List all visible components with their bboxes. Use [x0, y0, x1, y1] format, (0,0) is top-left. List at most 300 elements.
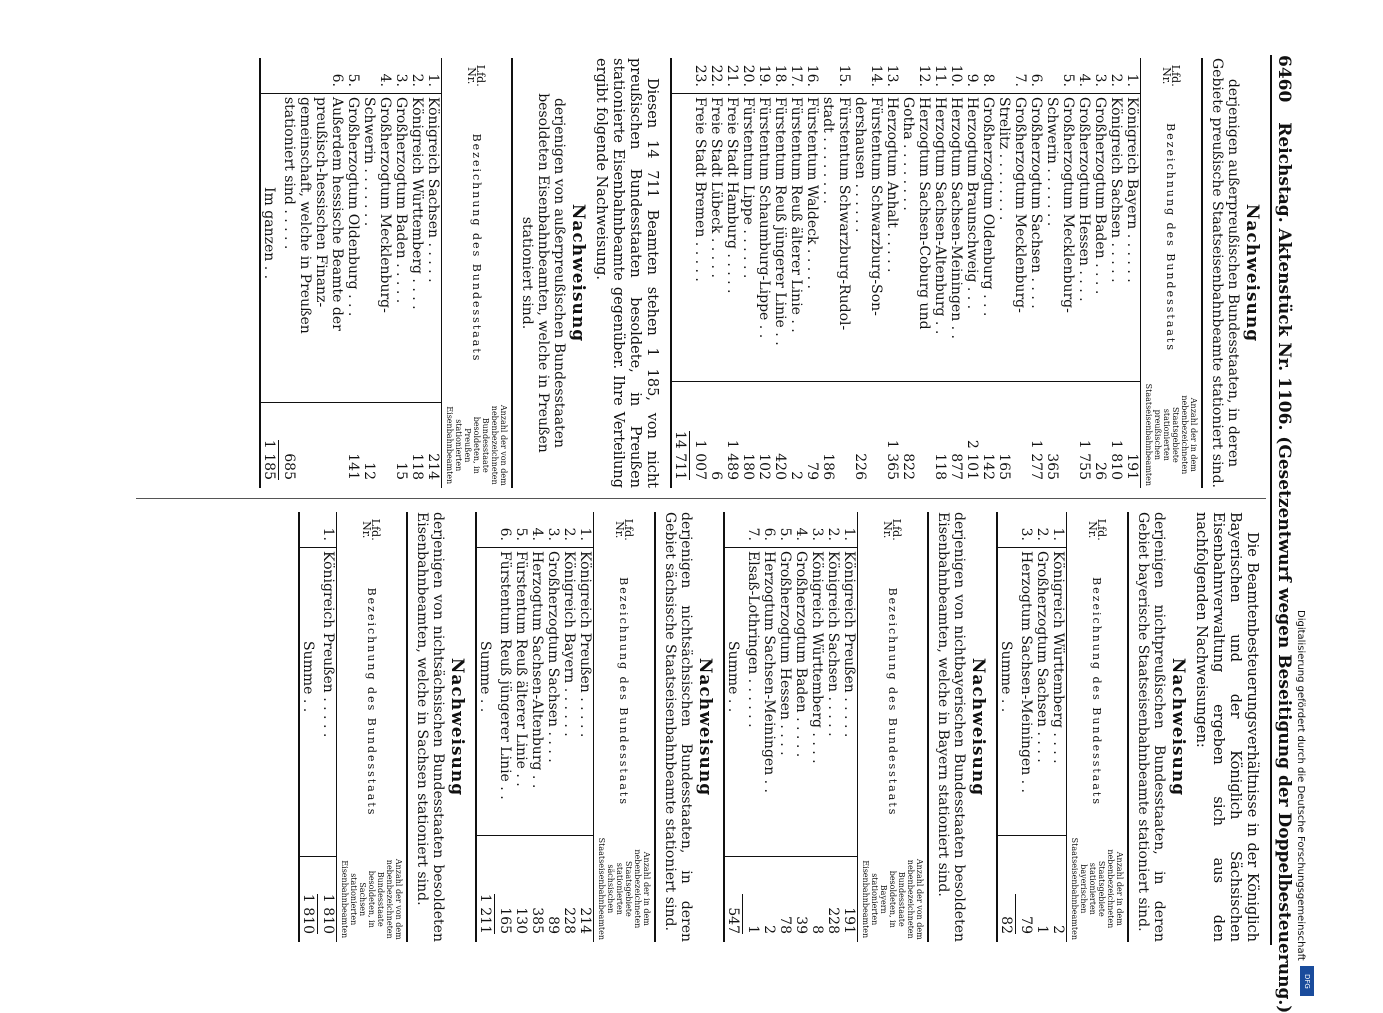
table-foreign-officials-in-saxony	[298, 512, 408, 942]
row-number: 7.	[1012, 73, 1028, 87]
state-name: Großherzogtum Oldenburg . . .	[980, 94, 996, 382]
total-spacer	[671, 58, 692, 94]
official-count: 1 810	[320, 893, 336, 934]
total-spacer	[724, 512, 745, 548]
dfg-logo: DFG	[1300, 966, 1314, 996]
row-number: 2.	[1108, 73, 1124, 87]
table-row	[884, 58, 900, 488]
row-number	[852, 58, 868, 94]
table-row	[425, 58, 442, 488]
state-name: Fürstentum Schwarzburg-Son-	[868, 94, 884, 382]
state-name: Schwerin . . . . . . .	[361, 94, 377, 403]
row-number: 15.	[836, 64, 852, 87]
table-row	[996, 58, 1012, 488]
table-saxon-officials-abroad	[475, 512, 656, 942]
official-count: 1 810	[1108, 439, 1124, 480]
state-name: Fürstentum Reuß jüngerer Linie . .	[497, 548, 513, 836]
table-total-row	[671, 58, 692, 488]
table-row	[756, 58, 772, 488]
official-count: 79	[804, 462, 820, 480]
state-name: Fürstentum Lippe . . . . . .	[740, 94, 756, 382]
official-count: 1 007	[692, 439, 708, 480]
table-row	[1050, 512, 1067, 942]
state-name: Fürstentum Schwarzburg-Rudol-	[836, 94, 852, 382]
state-name: Außerdem hessische Beamte der	[329, 94, 345, 403]
official-count: 165	[497, 907, 513, 934]
state-name: Königreich Sachsen . . . . .	[825, 548, 841, 857]
state-name: Freie Stadt Bremen . . . . .	[692, 94, 708, 382]
row-number: 6.	[329, 73, 345, 87]
header-nr: Lfd. Nr.	[594, 512, 656, 548]
state-name: Freie Stadt Hamburg . . . . .	[724, 94, 740, 382]
row-number: 6.	[761, 527, 777, 541]
row-number	[996, 58, 1012, 94]
official-count: 26	[1092, 462, 1108, 480]
state-name: Großherzogtum Mecklenburg-	[1060, 94, 1076, 382]
state-name: Großherzogtum Sachsen . . . .	[545, 548, 561, 836]
table-row	[836, 58, 852, 488]
header-count: Anzahl der in dem nebenbezeichneten Staatsgebiete stationierten preußischen Staatseisenbahnbeamten	[1141, 382, 1203, 488]
official-count	[1012, 382, 1028, 488]
header-nr: Lfd. Nr.	[337, 512, 408, 548]
official-count: 2 101	[964, 439, 980, 480]
row-number: 9.	[964, 73, 980, 87]
state-name: Königreich Preußen . . . . .	[577, 548, 594, 836]
header-count: Anzahl der in dem nebenbezeichneten Staatsgebiete stationierten bayerischen Staatseisenbahnbeamten	[1067, 836, 1129, 942]
row-number: 11.	[932, 64, 948, 87]
left-column	[249, 58, 1266, 488]
official-count: 165	[996, 453, 1012, 480]
official-count: 1 489	[724, 439, 740, 480]
row-number: 1.	[577, 527, 593, 541]
table-row	[320, 512, 337, 942]
state-name: Königreich Bayern . . . . . .	[561, 548, 577, 836]
total-label-text: Summe . .	[725, 641, 741, 713]
table-row	[1018, 512, 1034, 942]
row-number	[313, 58, 329, 94]
total-label-text: Summe . .	[477, 641, 493, 713]
state-name: Gotha . . . . . . . .	[900, 94, 916, 382]
table-header-row	[1141, 58, 1203, 488]
state-name: Königreich Preußen . . . . .	[320, 548, 337, 857]
row-number: 22.	[708, 64, 724, 87]
state-name: Großherzogtum Hessen . . . .	[777, 548, 793, 857]
table-row	[964, 58, 980, 488]
header-name: Bezeichnung des Bundesstaats	[337, 548, 408, 857]
official-count: 180	[740, 453, 756, 480]
total-label-text: Im ganzen . .	[261, 187, 277, 280]
header-nr: Lfd. Nr.	[442, 58, 513, 94]
table-row	[497, 512, 513, 942]
official-count	[1060, 382, 1076, 488]
table-row	[793, 512, 809, 942]
state-name: Großherzogtum Mecklenburg-	[377, 94, 393, 403]
document-page	[92, 0, 1302, 1013]
table-total-row	[476, 512, 497, 942]
table-row	[329, 58, 345, 488]
official-count: 130	[513, 907, 529, 934]
table-subtitle: derjenigen nichtsächsischen Bundesstaaten, in deren Gebiet sächsische Staatseisenbahnbeamte stationiert sind.	[662, 512, 694, 942]
official-count: 186	[820, 453, 836, 480]
row-number: 3.	[1018, 527, 1034, 541]
digitization-credit: Digitalisierung gefördert durch die Deutsche Forschungsgemeinschaft	[1295, 610, 1306, 961]
table-row	[1012, 58, 1028, 488]
row-number: 2.	[409, 73, 425, 87]
row-number: 1.	[425, 73, 441, 87]
official-count: 2	[788, 471, 804, 480]
row-number: 1.	[1124, 73, 1140, 87]
table-row	[297, 58, 313, 488]
table-row	[513, 512, 529, 942]
table-subtitle: derjenigen von außerpreußischen Bundesstaaten besoldeten Eisenbahnbeamten, welche in Preußen stationiert sind.	[519, 93, 567, 453]
official-count	[313, 403, 329, 489]
total-label	[476, 548, 497, 836]
table-row	[345, 58, 361, 488]
state-name: dershausen . . . . . .	[852, 94, 868, 382]
table-row	[777, 512, 793, 942]
official-count: 385	[529, 907, 545, 934]
row-number	[900, 58, 916, 94]
row-number: 3.	[809, 527, 825, 541]
header-count: Anzahl der in dem nebenbezeichneten Staatsgebiete stationierten sächsischen Staatseisenbahnbeamten	[594, 836, 656, 942]
official-count: 877	[948, 453, 964, 480]
total-value	[724, 857, 745, 943]
table-row	[745, 512, 761, 942]
official-count: 214	[577, 907, 593, 934]
official-count	[868, 382, 884, 488]
table-title: Nachweisung	[568, 203, 588, 343]
state-name: Großherzogtum Sachsen . . . .	[1034, 548, 1050, 836]
table-row	[1034, 512, 1050, 942]
official-count: 39	[793, 916, 809, 934]
total-label	[671, 94, 692, 382]
state-name: Herzogtum Sachsen-Meiningen . .	[948, 94, 964, 382]
state-name: Königreich Württemberg . . . .	[409, 94, 425, 403]
table-row	[281, 58, 297, 488]
state-name: Herzogtum Sachsen-Coburg und	[916, 94, 932, 382]
state-name: Großherzogtum Oldenburg . . .	[345, 94, 361, 403]
running-header	[1270, 55, 1294, 1013]
header-nr: Lfd. Nr.	[858, 512, 929, 548]
table-row	[809, 512, 825, 942]
state-name: Herzogtum Sachsen-Meiningen . .	[1018, 548, 1034, 836]
official-count: 228	[561, 907, 577, 934]
table-subtitle: derjenigen von nichtbayerischen Bundesstaaten besoldeten Eisenbahnbeamten, welche in Bayern stationiert sind.	[935, 512, 967, 942]
state-name: Großherzogtum Mecklenburg-	[1012, 94, 1028, 382]
running-title: Reichstag. Aktenstück Nr. 1106. (Gesetzentwurf wegen Beseitigung der Doppelbesteuerung.)	[1274, 122, 1294, 1013]
official-count: 1	[745, 925, 761, 934]
row-number: 3.	[545, 527, 561, 541]
row-number: 6.	[1028, 73, 1044, 87]
row-number: 23.	[692, 64, 708, 87]
total-label	[260, 94, 281, 403]
official-count: 118	[932, 453, 948, 480]
header-nr: Lfd. Nr.	[1067, 512, 1129, 548]
table-total-row	[299, 512, 320, 942]
state-name: Königreich Bayern . . . . . .	[1124, 94, 1141, 382]
state-name: Großherzogtum Baden . . . . .	[393, 94, 409, 403]
official-count: 2	[1050, 925, 1066, 934]
table-row	[529, 512, 545, 942]
state-name: preußisch-hessischen Finanz-	[313, 94, 329, 403]
state-name: stationiert sind . . . . .	[281, 94, 297, 403]
table-row	[708, 58, 724, 488]
row-number	[361, 58, 377, 94]
table-header-row	[337, 512, 408, 942]
row-number: 3.	[1092, 73, 1108, 87]
row-number: 20.	[740, 64, 756, 87]
table-row	[393, 58, 409, 488]
table-row	[761, 512, 777, 942]
row-number: 13.	[884, 64, 900, 87]
state-name: Großherzogtum Baden . . . . .	[793, 548, 809, 857]
table-row	[804, 58, 820, 488]
table-total-row	[724, 512, 745, 942]
row-number: 2.	[825, 527, 841, 541]
official-count	[377, 403, 393, 489]
state-name: Fürstentum Reuß älterer Linie . .	[788, 94, 804, 382]
table-row	[948, 58, 964, 488]
table-header-row	[442, 58, 513, 488]
official-count: 12	[361, 462, 377, 480]
header-count: Anzahl der von dem nebenbezeichneten Bundesstaate besoldeten, in Preußen stationierten Eisenbahnbeamten	[442, 403, 513, 489]
row-number: 7.	[745, 527, 761, 541]
table-row	[561, 512, 577, 942]
table-bavarian-officials-abroad	[996, 512, 1129, 942]
official-count: 1 365	[884, 439, 900, 480]
total-number: 82	[998, 894, 1016, 934]
state-name: Schwerin . . . . . . .	[1044, 94, 1060, 382]
table-row	[545, 512, 561, 942]
official-count: 228	[825, 907, 841, 934]
table-row	[1076, 58, 1092, 488]
official-count: 365	[1044, 453, 1060, 480]
table-row	[692, 58, 708, 488]
table-row	[772, 58, 788, 488]
table-total-row	[260, 58, 281, 488]
total-value	[299, 857, 320, 943]
state-name: Elsaß-Lothringen . . . . . .	[745, 548, 761, 857]
official-count: 685	[281, 453, 297, 480]
official-count: 1 277	[1028, 439, 1044, 480]
official-count: 6	[708, 471, 724, 480]
state-name: Strelitz . . . . . . . .	[996, 94, 1012, 382]
total-label	[997, 548, 1018, 836]
official-count	[297, 403, 313, 489]
total-label-text: Summe . .	[998, 641, 1014, 713]
header-nr: Lfd. Nr.	[1141, 58, 1203, 94]
state-name: Fürstentum Reuß jüngerer Linie . .	[772, 94, 788, 382]
state-name: Königreich Preußen . . . . .	[841, 548, 858, 857]
row-number: 4.	[793, 527, 809, 541]
state-name: Herzogtum Sachsen-Altenburg . .	[529, 548, 545, 836]
column-divider	[136, 498, 1266, 499]
total-number: 14 711	[672, 431, 688, 480]
table-row	[825, 512, 841, 942]
state-name: Königreich Sachsen . . . . .	[1108, 94, 1124, 382]
official-count: 8	[809, 925, 825, 934]
official-count: 191	[841, 907, 857, 934]
header-name: Bezeichnung des Bundesstaats	[1067, 548, 1129, 836]
state-name: Freie Stadt Lübeck . . . . .	[708, 94, 724, 382]
official-count: 118	[409, 453, 425, 480]
row-number: 1.	[841, 527, 857, 541]
total-spacer	[299, 512, 320, 548]
table-row	[932, 58, 948, 488]
state-name: Herzogtum Braunschweig . . .	[964, 94, 980, 382]
official-count: 142	[980, 453, 996, 480]
row-number: 16.	[804, 64, 820, 87]
state-name: Königreich Württemberg . . . .	[809, 548, 825, 857]
row-number: 1.	[320, 527, 336, 541]
total-spacer	[476, 512, 497, 548]
total-number: 1 185	[261, 439, 277, 480]
table-row	[577, 512, 594, 942]
row-number: 5.	[777, 527, 793, 541]
total-number: 1 211	[477, 893, 493, 934]
row-number: 8.	[980, 73, 996, 87]
table-row	[852, 58, 868, 488]
table-row	[1108, 58, 1124, 488]
body-paragraph: Diesen 14 711 Beamten stehen 1 185, von nicht preußischen Bundesstaaten besoldete, in Preußen stationierte Eisenbahnbeamte gegenüber. Ihre Verteilung ergibt folgende Nachweisung.	[593, 58, 660, 488]
state-name: Großherzogtum Baden . . . .	[1092, 94, 1108, 382]
official-count: 191	[1124, 453, 1140, 480]
page-number: 6460	[1274, 55, 1294, 103]
state-name: Fürstentum Waldeck . . . . .	[804, 94, 820, 382]
official-count	[836, 382, 852, 488]
total-label-text: Summe . .	[300, 641, 316, 713]
total-number: 547	[725, 894, 743, 934]
right-column	[288, 512, 1266, 942]
row-number	[1044, 58, 1060, 94]
header-name: Bezeichnung des Bundesstaats	[442, 94, 513, 403]
table-header-row	[594, 512, 656, 942]
table-foreign-officials-in-bavaria	[723, 512, 929, 942]
table-total-row	[997, 512, 1018, 942]
table-row	[361, 58, 377, 488]
header-name: Bezeichnung des Bundesstaats	[858, 548, 929, 857]
official-count: 822	[900, 453, 916, 480]
official-count: 79	[1018, 916, 1034, 934]
state-name: Herzogtum Anhalt . . . . .	[884, 94, 900, 382]
state-name: gemeinschaft, welche in Preußen	[297, 94, 313, 403]
state-name: Fürstentum Schaumburg-Lippe . .	[756, 94, 772, 382]
table-row	[1044, 58, 1060, 488]
official-count: 1 755	[1076, 439, 1092, 480]
table-row	[900, 58, 916, 488]
table-row	[1060, 58, 1076, 488]
total-label	[299, 548, 320, 857]
table-subtitle: derjenigen nichtpreußischen Bundesstaaten, in deren Gebiet bayerische Staatseisenbahnbeamte stationiert sind.	[1135, 512, 1167, 942]
official-count: 78	[777, 916, 793, 934]
table-row	[841, 512, 858, 942]
official-count: 420	[772, 453, 788, 480]
total-value	[671, 382, 692, 488]
total-value	[997, 836, 1018, 942]
table-foreign-officials-in-prussia	[259, 58, 513, 488]
official-count: 15	[393, 462, 409, 480]
table-row	[1028, 58, 1044, 488]
official-count: 2	[761, 925, 777, 934]
official-count: 214	[425, 453, 441, 480]
table-title: Nachweisung	[695, 657, 715, 797]
table-header-row	[1067, 512, 1129, 942]
table-row	[1124, 58, 1141, 488]
header-count: Anzahl der von dem nebenbezeichneten Bundesstaate besoldeten, in Bayern stationierten Eisenbahnbeamten	[858, 857, 929, 943]
row-number: 17.	[788, 64, 804, 87]
state-name: stadt . . . . . . . .	[820, 94, 836, 382]
header-count: Anzahl der von dem nebenbezeichneten Bundesstaate besoldeten, in Sachsen stationierten Eisenbahnbeamten	[337, 857, 408, 943]
table-row	[313, 58, 329, 488]
state-name: Königreich Württemberg . . . .	[1050, 548, 1067, 836]
table-title: Nachweisung	[1242, 203, 1262, 343]
total-label	[724, 548, 745, 857]
row-number: 3.	[393, 73, 409, 87]
row-number: 6.	[497, 527, 513, 541]
table-row	[788, 58, 804, 488]
table-row	[409, 58, 425, 488]
row-number: 12.	[916, 64, 932, 87]
row-number: 14.	[868, 64, 884, 87]
table-row	[868, 58, 884, 488]
table-row	[980, 58, 996, 488]
table-subtitle: derjenigen von nichtsächsischen Bundesstaaten besoldeten Eisenbahnbeamten, welche in Sachsen stationiert sind.	[414, 512, 446, 942]
header-rule	[1270, 55, 1272, 945]
total-value	[260, 403, 281, 489]
row-number: 4.	[1076, 73, 1092, 87]
row-number: 19.	[756, 64, 772, 87]
table-row	[740, 58, 756, 488]
state-name: Herzogtum Sachsen-Meiningen . .	[761, 548, 777, 857]
row-number: 5.	[513, 527, 529, 541]
header-name: Bezeichnung des Bundesstaats	[594, 548, 656, 836]
total-spacer	[260, 58, 281, 94]
state-name: Königreich Sachsen . . . . .	[425, 94, 442, 403]
row-number: 5.	[345, 73, 361, 87]
official-count	[329, 403, 345, 489]
row-number: 5.	[1060, 73, 1076, 87]
table-row	[820, 58, 836, 488]
state-name: Herzogtum Sachsen-Altenburg . .	[932, 94, 948, 382]
table-header-row	[858, 512, 929, 942]
intro-paragraph: Die Beamtenbesteuerungsverhältnisse in der Königlich Bayerischen und der Königlich Sächsischen Eisenbahnverwaltung ergeben sich aus den nachfolgenden Nachweisungen:	[1193, 512, 1260, 942]
table-row	[916, 58, 932, 488]
official-count: 89	[545, 916, 561, 934]
table-row	[377, 58, 393, 488]
state-name: Fürstentum Reuß älterer Linie . .	[513, 548, 529, 836]
table-row	[1092, 58, 1108, 488]
official-count: 141	[345, 453, 361, 480]
row-number: 4.	[529, 527, 545, 541]
row-number: 2.	[1034, 527, 1050, 541]
total-value	[476, 836, 497, 942]
table-title: Nachweisung	[447, 657, 467, 797]
row-number	[820, 58, 836, 94]
rotated-page	[92, 0, 1302, 1013]
table-prussian-officials-abroad	[670, 58, 1203, 488]
row-number: 2.	[561, 527, 577, 541]
table-title: Nachweisung	[968, 657, 988, 797]
official-count: 226	[852, 453, 868, 480]
row-number: 21.	[724, 64, 740, 87]
official-count	[916, 382, 932, 488]
table-subtitle: derjenigen außerpreußischen Bundesstaaten, in deren Gebiete preußische Staatseisenbahnbeamte stationiert sind.	[1209, 58, 1241, 488]
table-title: Nachweisung	[1168, 657, 1188, 797]
official-count: 1	[1034, 925, 1050, 934]
row-number: 4.	[377, 73, 393, 87]
total-number: 1 810	[300, 893, 316, 934]
row-number: 18.	[772, 64, 788, 87]
